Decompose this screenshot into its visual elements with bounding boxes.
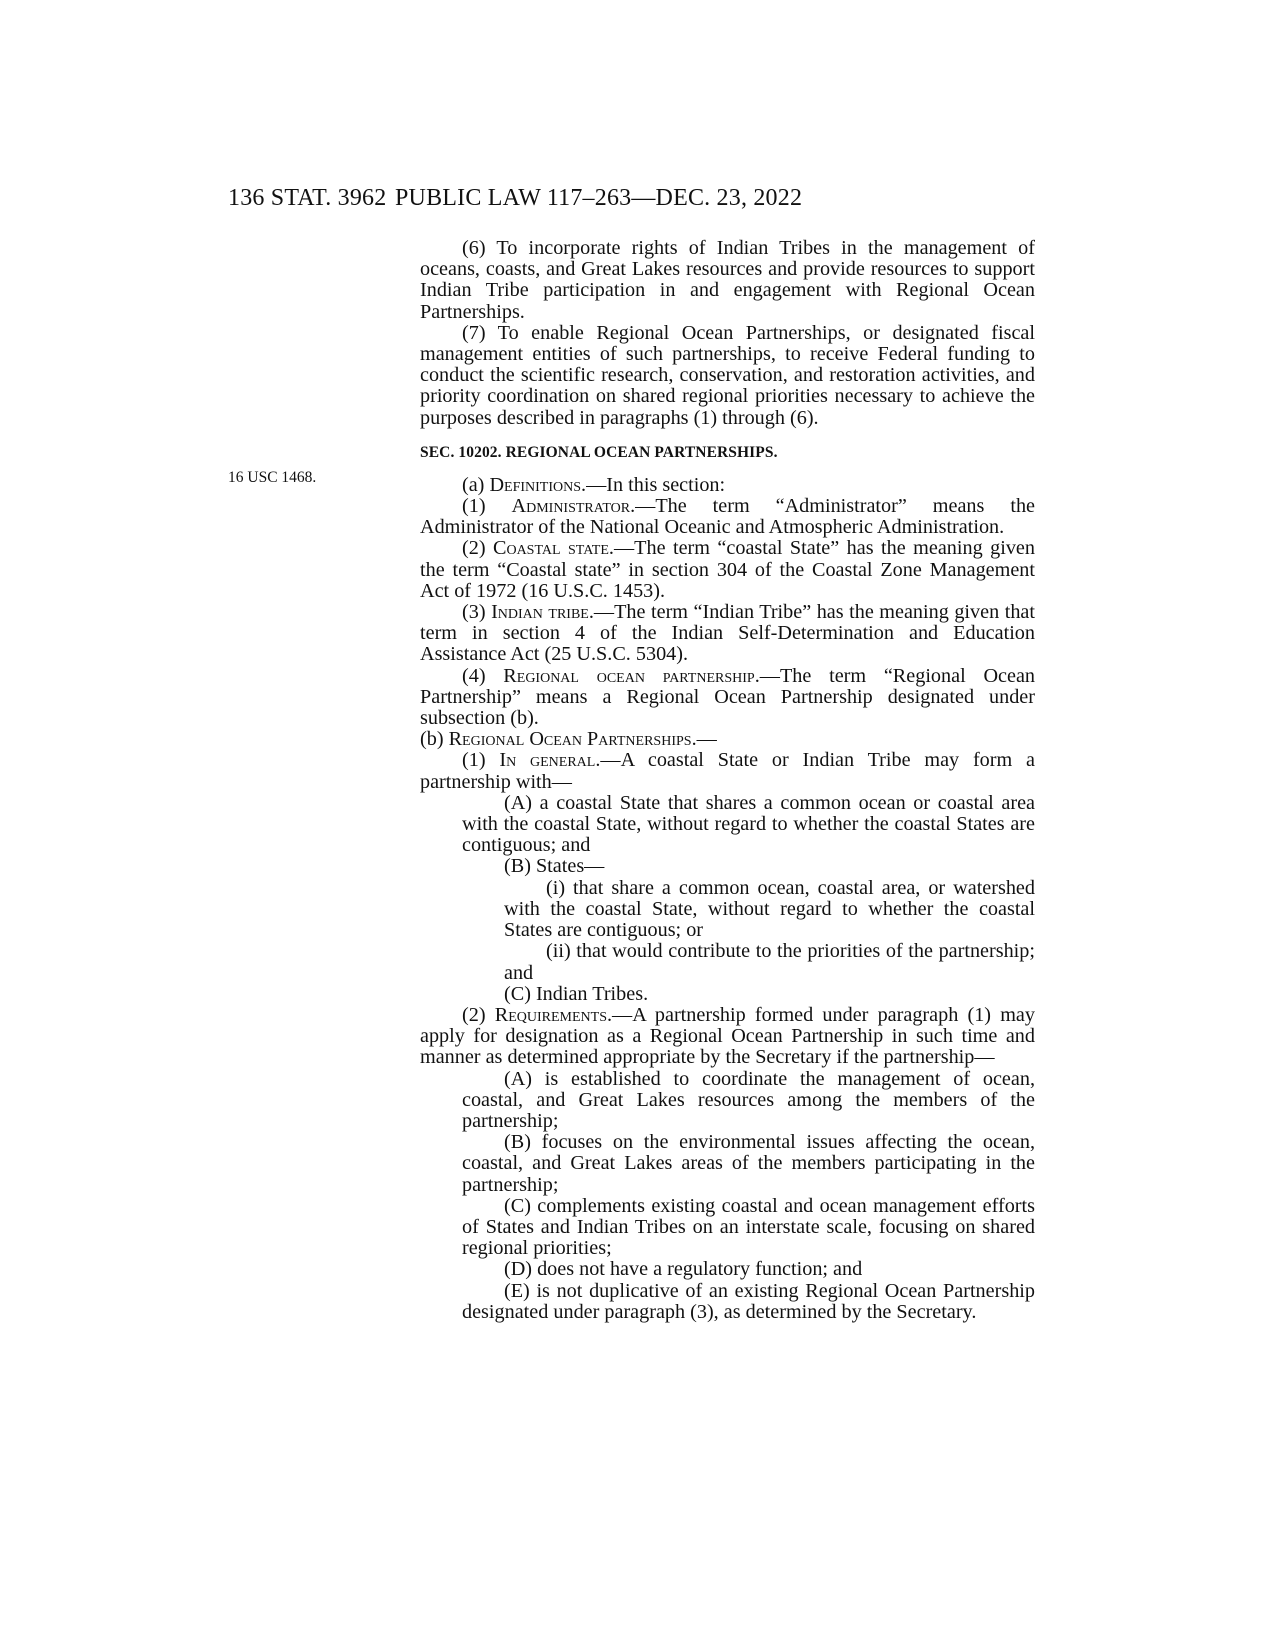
definition-coastal-state: (2) Coastal state.—The term “coastal State” has the meaning given the term “Coastal state” in section 304 of the Coastal Zone Management Act of 1972 (16 U.S.C. 1453). (420, 537, 1035, 602)
definition-heading: Administrator (511, 495, 631, 518)
paragraph-b1: (1) In general.—A coastal State or Indian Tribe may form a partnership with— (420, 749, 1035, 793)
stat-page-number: 136 STAT. 3962 (228, 185, 387, 211)
definition-heading: Coastal state (493, 537, 609, 560)
definition-regional-ocean-partnership: (4) Regional ocean partnership.—The term “Regional Ocean Partnership” means a Regional Ocean Partnership designated under subsection (b). (420, 664, 1035, 730)
subsection-b: (b) Regional Ocean Partnerships.— (420, 728, 717, 751)
paragraph-b2-A: (A) is established to coordinate the management of ocean, coastal, and Great Lakes resources among the members of the partnership; (462, 1067, 1035, 1132)
subsection-b-heading: Regional Ocean Partnerships (448, 728, 692, 751)
page-header (228, 181, 1008, 215)
paragraph-b2-B: (B) focuses on the environmental issues affecting the ocean, coastal, and Great Lakes areas of the members participating in the partnership; (462, 1131, 1035, 1196)
law-title: PUBLIC LAW 117–263—DEC. 23, 2022 (395, 185, 803, 211)
paragraph-6: (6) To incorporate rights of Indian Tribes in the management of oceans, coasts, and Great Lakes resources and provide resources to support Indian Tribe participation in and engagement with Regional Ocean Partnerships. (420, 237, 1035, 323)
definition-indian-tribe: (3) Indian tribe.—The term “Indian Tribe” has the meaning given that term in section 4 of the Indian Self-Determination and Education Assistance Act (25 U.S.C. 5304). (420, 601, 1035, 666)
margin-citation: 16 USC 1468. (228, 469, 317, 486)
subsection-a-heading: Definitions (489, 473, 582, 496)
paragraph-b1-B-ii: (ii) that would contribute to the priorities of the partnership; and (504, 940, 1035, 984)
definition-administrator: (1) Administrator.—The term “Administrator” means the Administrator of the National Oceanic and Atmospheric Administration. (420, 495, 1035, 539)
paragraph-b1-C: (C) Indian Tribes. (504, 982, 649, 1005)
paragraph-b2-D: (D) does not have a regulatory function; and (504, 1258, 863, 1281)
definition-heading: Regional ocean partnership (503, 664, 755, 687)
paragraph-b2-E: (E) is not duplicative of an existing Regional Ocean Partnership designated under paragraph (3), as determined by the Secretary. (462, 1279, 1035, 1323)
subsection-a: (a) Definitions.—In this section: (462, 473, 726, 496)
paragraph-b1-B-i: (i) that share a common ocean, coastal area, or watershed with the coastal State, without regard to whether the coastal States are contiguous; or (504, 876, 1035, 942)
paragraph-heading: Requirements (494, 1003, 607, 1026)
definition-heading: Indian tribe (491, 601, 589, 624)
paragraph-b2-C: (C) complements existing coastal and ocean management efforts of States and Indian Tribes on an interstate scale, focusing on shared regional priorities; (462, 1194, 1035, 1260)
paragraph-b1-B: (B) States— (504, 855, 605, 878)
paragraph-7: (7) To enable Regional Ocean Partnerships, or designated fiscal management entities of such partnerships, to receive Federal funding to conduct the scientific research, conservation, and restoration activities, and priority coordination on shared regional priorities necessary to achieve the purposes described in paragraphs (1) through (6). (420, 321, 1035, 429)
document-body (420, 238, 1035, 1323)
section-heading: SEC. 10202. REGIONAL OCEAN PARTNERSHIPS. (420, 443, 778, 461)
paragraph-b1-A: (A) a coastal State that shares a common ocean or coastal area with the coastal State, without regard to whether the coastal States are contiguous; and (462, 791, 1035, 857)
paragraph-heading: In general (499, 749, 596, 772)
paragraph-b2: (2) Requirements.—A partnership formed under paragraph (1) may apply for designation as a Regional Ocean Partnership in such time and manner as determined appropriate by the Secretary if the partnership— (420, 1003, 1035, 1069)
